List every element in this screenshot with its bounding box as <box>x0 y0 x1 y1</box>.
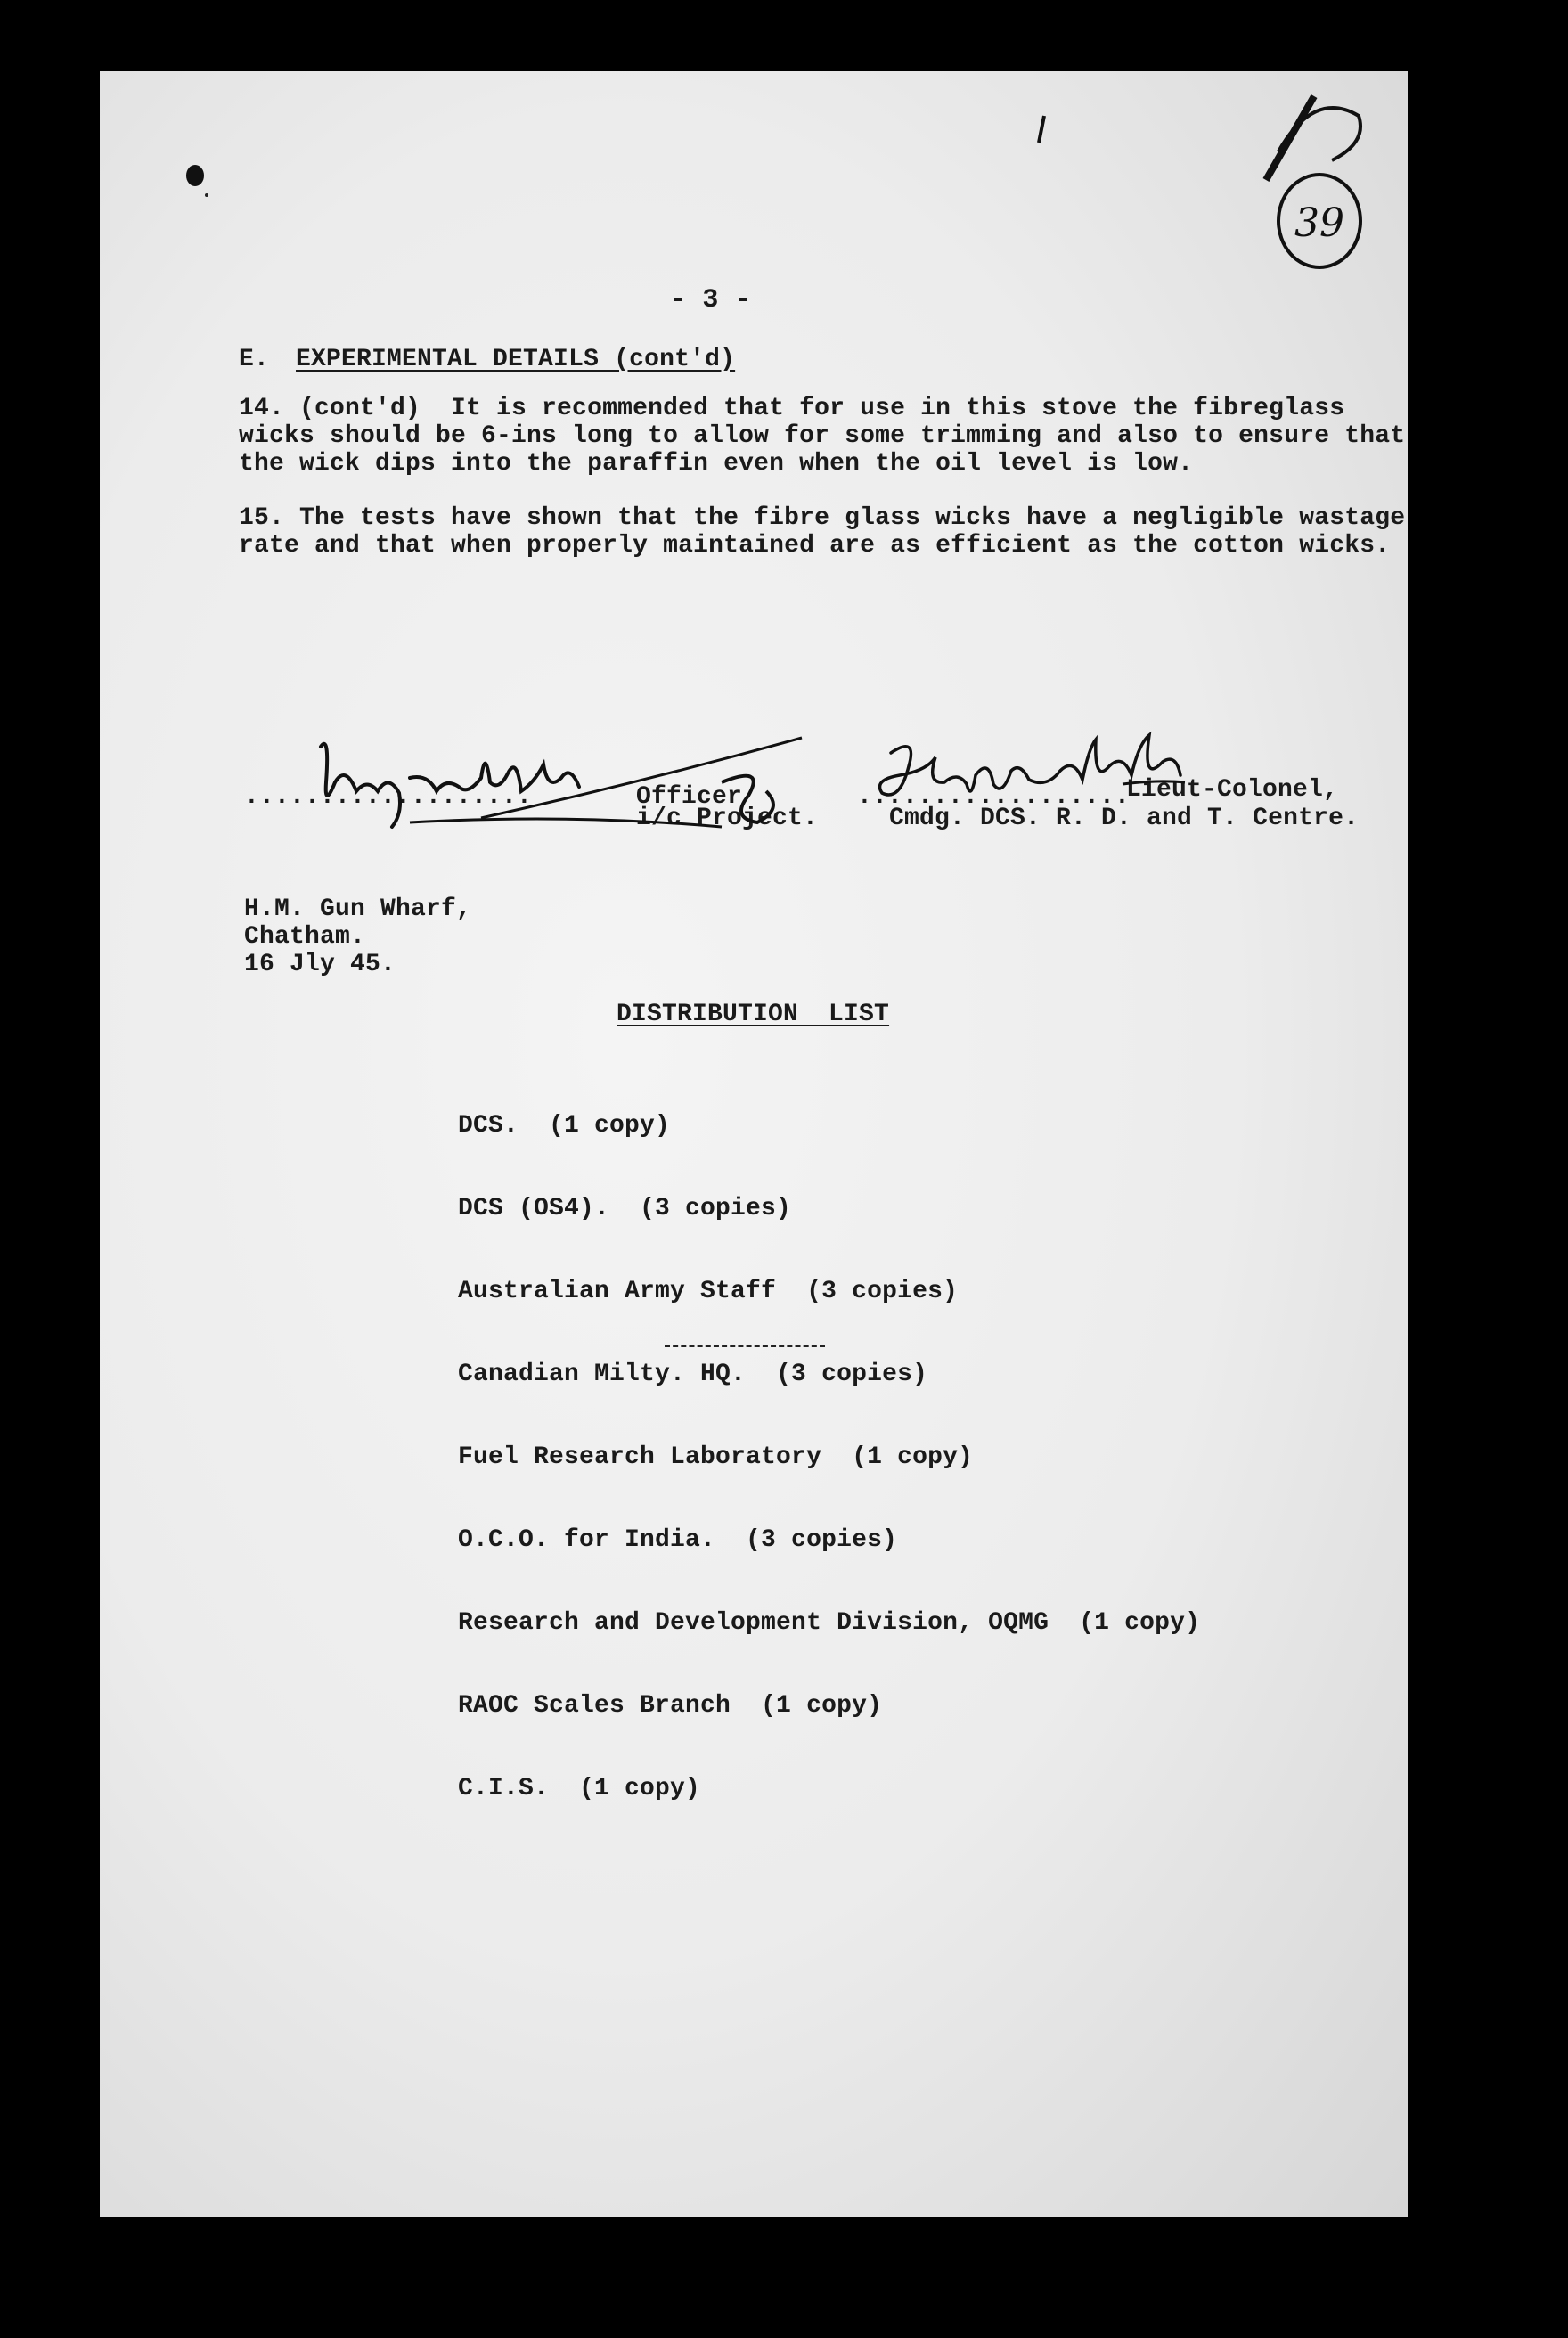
signature-dots-left: ................... <box>244 783 533 811</box>
handwritten-signature-left <box>303 729 802 845</box>
ink-speck-mark <box>178 156 214 200</box>
pencil-tick-mark <box>1033 114 1051 146</box>
signatory-title-left: Officer <box>636 783 743 811</box>
section-title: EXPERIMENTAL DETAILS (cont'd) <box>296 346 736 373</box>
distribution-item: C.I.S. (1 copy) <box>458 1775 701 1803</box>
distribution-item: Fuel Research Laboratory (1 copy) <box>458 1443 974 1471</box>
svg-text:39: 39 <box>1294 200 1344 246</box>
end-of-document-rule <box>665 1345 825 1347</box>
distribution-item: O.C.O. for India. (3 copies) <box>458 1526 898 1554</box>
distribution-item: Research and Development Division, OQMG (1 copy) <box>458 1609 1201 1637</box>
paragraph-line: 15. The tests have shown that the fibre glass wicks have a negligible wastage <box>239 504 1406 532</box>
signature-dots-right: .................. <box>857 783 1131 811</box>
signatory-title-right: Lieut-Colonel, <box>1126 776 1339 804</box>
address-line: 16 Jly 45. <box>244 951 396 978</box>
handwritten-signature-right <box>855 731 1229 811</box>
distribution-item: DCS. (1 copy) <box>458 1112 671 1140</box>
address-line: Chatham. <box>244 923 366 951</box>
distribution-item: DCS (OS4). (3 copies) <box>458 1195 792 1222</box>
folio-stamp <box>1261 80 1376 276</box>
paragraph-line: rate and that when properly maintained are as efficient as the cotton wicks. <box>239 532 1391 560</box>
page-number: - 3 - <box>670 285 752 315</box>
paragraph-15 <box>239 504 1406 560</box>
section-letter: E. <box>239 346 270 373</box>
address-line: H.M. Gun Wharf, <box>244 895 472 923</box>
paragraph-line: 14. (cont'd) It is recommended that for use in this stove the fibreglass <box>239 395 1345 422</box>
distribution-list <box>458 1057 1200 1830</box>
signatory-role-right: Cmdg. DCS. R. D. and T. Centre. <box>889 805 1360 832</box>
sender-address <box>244 895 471 978</box>
distribution-item: Australian Army Staff (3 copies) <box>458 1278 959 1305</box>
distribution-heading: DISTRIBUTION LIST <box>617 1001 890 1028</box>
paragraph-line: the wick dips into the paraffin even when the oil level is low. <box>239 450 1194 478</box>
paragraph-line: wicks should be 6-ins long to allow for some trimming and also to ensure that <box>239 422 1406 450</box>
signatory-role-left: i/c Project. <box>636 805 819 832</box>
distribution-item: RAOC Scales Branch (1 copy) <box>458 1692 883 1720</box>
section-heading <box>239 346 735 373</box>
distribution-item: Canadian Milty. HQ. (3 copies) <box>458 1361 928 1388</box>
paragraph-14 <box>239 395 1406 478</box>
